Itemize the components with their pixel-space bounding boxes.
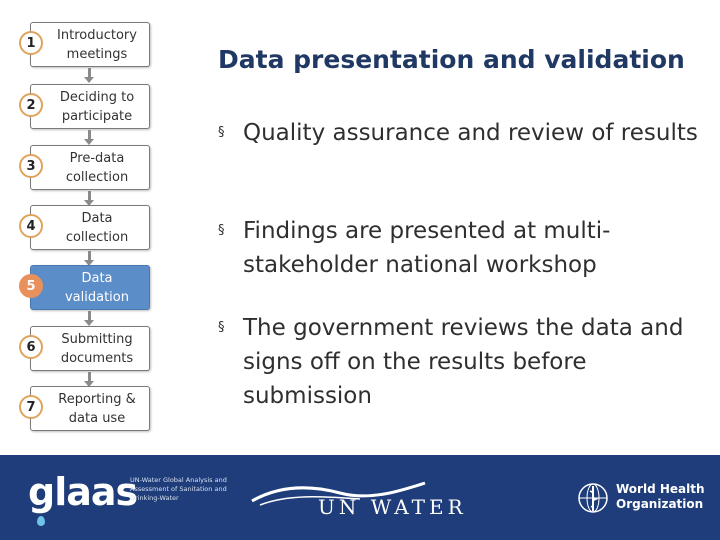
who-emblem-icon <box>576 481 610 515</box>
bullet-text: Findings are presented at multi-stakeholder national workshop <box>243 218 611 278</box>
step-6 <box>26 326 150 371</box>
glaas-logo <box>28 470 227 514</box>
glaas-wordmark: glaas <box>28 470 138 514</box>
step-connector-arrow <box>88 130 91 140</box>
step-5 <box>26 265 150 310</box>
bullet-item <box>218 214 698 282</box>
step-4 <box>26 205 150 250</box>
step-number: 6 <box>19 335 43 359</box>
step-3 <box>26 145 150 190</box>
bullet-marker: § <box>218 125 225 140</box>
step-1 <box>26 22 150 67</box>
bullet-marker: § <box>218 320 225 335</box>
slide-title: Data presentation and validation <box>218 45 685 74</box>
step-number: 7 <box>19 395 43 419</box>
who-name-line2: Organization <box>616 497 704 511</box>
step-number: 5 <box>19 274 43 298</box>
step-number: 2 <box>19 93 43 117</box>
bullet-text: Quality assurance and review of results <box>243 120 698 146</box>
step-number: 4 <box>19 214 43 238</box>
step-label: Reporting & data use <box>58 391 136 426</box>
process-steps <box>0 0 170 440</box>
step-number: 1 <box>19 31 43 55</box>
bullet-item <box>218 116 698 150</box>
who-name-line1: World Health <box>616 482 705 496</box>
bullet-marker: § <box>218 223 225 238</box>
step-label: Pre-data collection <box>65 150 129 185</box>
step-number: 3 <box>19 154 43 178</box>
step-connector-arrow <box>88 191 91 201</box>
step-connector-arrow <box>88 251 91 261</box>
step-label: Deciding to participate <box>59 89 135 124</box>
step-connector-arrow <box>88 68 91 78</box>
water-drop-icon <box>37 516 45 526</box>
step-2 <box>26 84 150 129</box>
bullet-text: The government reviews the data and signs off on the results before submission <box>243 315 684 409</box>
footer-banner <box>0 455 720 540</box>
step-label: Data collection <box>65 210 129 245</box>
un-water-logo <box>250 475 467 535</box>
who-wordmark <box>616 482 705 512</box>
step-label: Data validation <box>64 270 129 305</box>
step-label: Submitting documents <box>60 331 134 366</box>
step-7 <box>26 386 150 431</box>
step-label: Introductory meetings <box>57 27 137 62</box>
step-connector-arrow <box>88 311 91 321</box>
un-water-wordmark: UN WATER <box>318 495 467 519</box>
glaas-tagline: UN-Water Global Analysis and Assessment of Sanitation and Drinking-Water <box>130 476 227 502</box>
bullet-item <box>218 311 698 413</box>
step-connector-arrow <box>88 372 91 382</box>
